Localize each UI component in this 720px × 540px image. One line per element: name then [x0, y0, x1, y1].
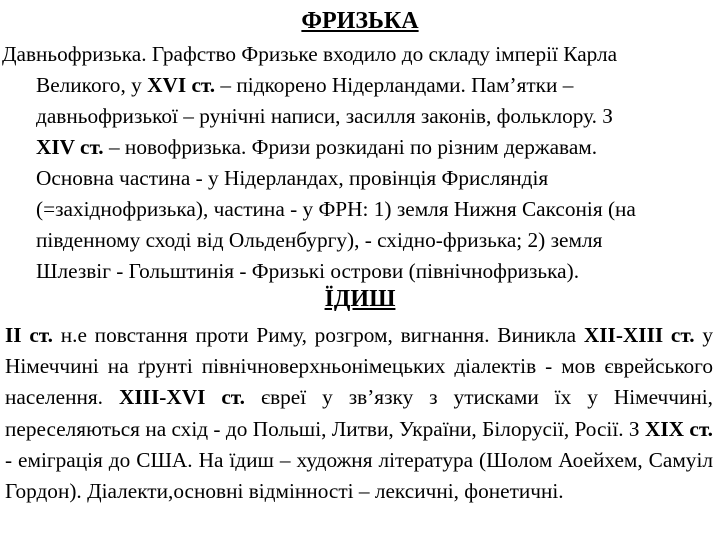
paragraph-line — [2, 132, 713, 163]
text-run: євреї у зв’язку з утисками їх у Німеччині, переселяються на схід - до Польші, Литви, України, Білорусії, Росії. З — [5, 385, 713, 441]
section-title-frisian: ФРИЗЬКА — [301, 8, 419, 34]
line-text: – новофризька. Фризи розкидані по різним державам. — [108, 135, 598, 159]
century-highlight: XIX ст. — [644, 416, 714, 441]
frisian-paragraph — [2, 39, 713, 287]
century-highlight: II ст. — [5, 323, 53, 347]
section-title-yiddish: ЇДИШ — [324, 286, 396, 312]
paragraph-line: Шлезвіг - Гольштинія - Фризькі острови (північнофризька). — [36, 259, 580, 283]
paragraph-line: південному сході від Ольденбургу), - східно-фризька; 2) земля — [36, 228, 603, 252]
yiddish-paragraph — [5, 320, 713, 507]
text-run: у Німеччині на ґрунті північноверхньонімецьких діалектів - мов єврейського населення. — [5, 323, 713, 410]
century-highlight: XVI ст. — [147, 73, 216, 97]
paragraph-line: Давньофризька. Графство Фризьке входило до складу імперії Карла — [2, 42, 618, 66]
line-text: Великого, у — [36, 73, 142, 97]
line-text: – підкорено Нідерландами. Пам’ятки – — [220, 73, 574, 97]
paragraph-line: (=західнофризька), частина - у ФРН: 1) земля Нижня Саксонія (на — [36, 197, 636, 221]
paragraph-line: Основна частина - у Нідерландах, провінція Фрисляндія — [36, 166, 549, 190]
century-highlight: XIV ст. — [36, 135, 104, 159]
paragraph-line: давньофризької – рунічні написи, засилля законів, фольклору. З — [36, 104, 613, 128]
century-highlight: XIII-XVI ст. — [118, 385, 245, 410]
text-run: н.е повстання проти Риму, розгром, вигнання. Виникла — [52, 323, 584, 347]
text-run: - еміграція до США. На їдиш – художня література (Шолом Аоейхем, Самуіл Гордон). Діалекти,основні відмінності – лексичні, фонетичні. — [5, 447, 713, 504]
century-highlight: XII-XIII ст. — [583, 323, 695, 347]
paragraph-line — [2, 70, 713, 101]
